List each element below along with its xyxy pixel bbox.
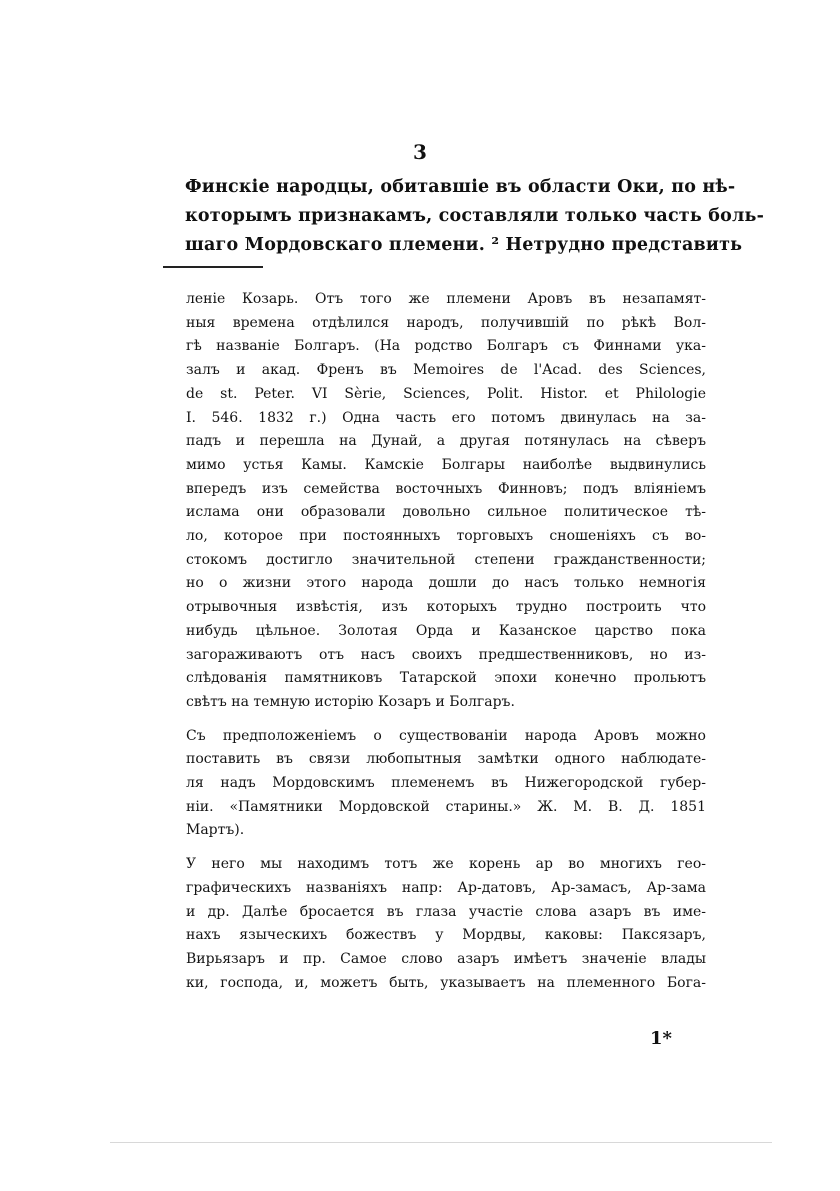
bottom-divider [110,1142,772,1143]
footnote-line: залъ и акад. Френъ въ Memoires de l'Acad. des Sciences, [186,362,706,379]
footnote-line: Вирьязаръ и пр. Самое слово азаръ имѣетъ значеніе влады [186,950,706,967]
main-text-line: шаго Мордовскаго племени. ² Нетрудно представить [185,235,743,255]
footnote-line: ки, господа, и, можетъ быть, указываетъ на племенного Бога- [186,974,706,991]
footnote-line: Мартъ). [186,822,245,839]
footnote-line: стокомъ достигло значительной степени гражданственности; [186,551,706,568]
footnote-block-second [186,725,706,844]
footnote-line: ніи. «Памятники Мордовской старины.» Ж. М. В. Д. 1851 [186,798,706,815]
footnote-block-third [186,853,706,995]
footnote-line: ля надъ Мордовскимъ племенемъ въ Нижегородской губер- [186,775,706,792]
main-text [185,173,765,260]
footnote-line: de st. Peter. VI Sèrie, Sciences, Polit. Histor. et Philologie [186,385,706,402]
footnote-line: и др. Далѣе бросается въ глаза участіе слова азаръ въ име- [186,903,706,920]
footnote-line: мимо устья Камы. Камскіе Болгары наиболѣе выдвинулись [186,456,706,473]
signature-mark: 1* [650,1028,672,1049]
page-number: 3 [413,140,427,164]
footnote-line: падъ и перешла на Дунай, а другая потянулась на сѣверъ [186,433,706,450]
footnote-line: впередъ изъ семейства восточныхъ Финновъ; подъ вліяніемъ [186,480,706,497]
footnote-block-first [186,288,706,715]
footnote-line: слѣдованія памятниковъ Татарской эпохи конечно прольютъ [186,670,706,687]
footnote-line: но о жизни этого народа дошли до насъ только немногія [186,575,706,592]
footnotes [186,288,706,995]
footnote-line: ло, которое при постоянныхъ торговыхъ сношеніяхъ съ во- [186,528,706,545]
footnote-line: I. 546. 1832 г.) Одна часть его потомъ двинулась на за- [186,409,706,426]
footnote-line: гѣ названіе Болгаръ. (На родство Болгаръ съ Финнами ука- [186,338,706,355]
main-text-line: которымъ признакамъ, составляли только часть боль- [185,206,765,226]
footnote-line: У него мы находимъ тотъ же корень ар во многихъ гео- [186,856,706,873]
footnote-line: леніе Козарь. Отъ того же племени Аровъ въ незапамят- [186,291,706,307]
footnote-line: Съ предположеніемъ о существованіи народа Аровъ можно [186,727,706,744]
footnote-line: загораживаютъ отъ насъ своихъ предшественниковъ, но из- [186,646,706,663]
footnote-line: поставить въ связи любопытныя замѣтки одного наблюдате- [186,751,706,768]
footnote-line: графическихъ названіяхъ напр: Ар-датовъ, Ар-замасъ, Ар-зама [186,879,706,896]
footnote-line: ныя времена отдѣлился народъ, получившій по рѣкѣ Вол- [186,314,706,331]
footnote-line: свѣтъ на темную исторію Козаръ и Болгаръ. [186,693,515,710]
footnote-line: нибудь цѣльное. Золотая Орда и Казанское царство пока [186,622,706,639]
footnote-separator [163,266,263,268]
footnote-line: отрывочныя извѣстія, изъ которыхъ трудно построить что [186,599,706,616]
footnote-line: ислама они образовали довольно сильное политическое тѣ- [186,504,706,521]
main-text-line: Финскіе народцы, обитавшіе въ области Оки, по нѣ- [185,177,736,197]
footnote-line: нахъ языческихъ божествъ у Мордвы, каковы: Паксязаръ, [186,927,706,944]
